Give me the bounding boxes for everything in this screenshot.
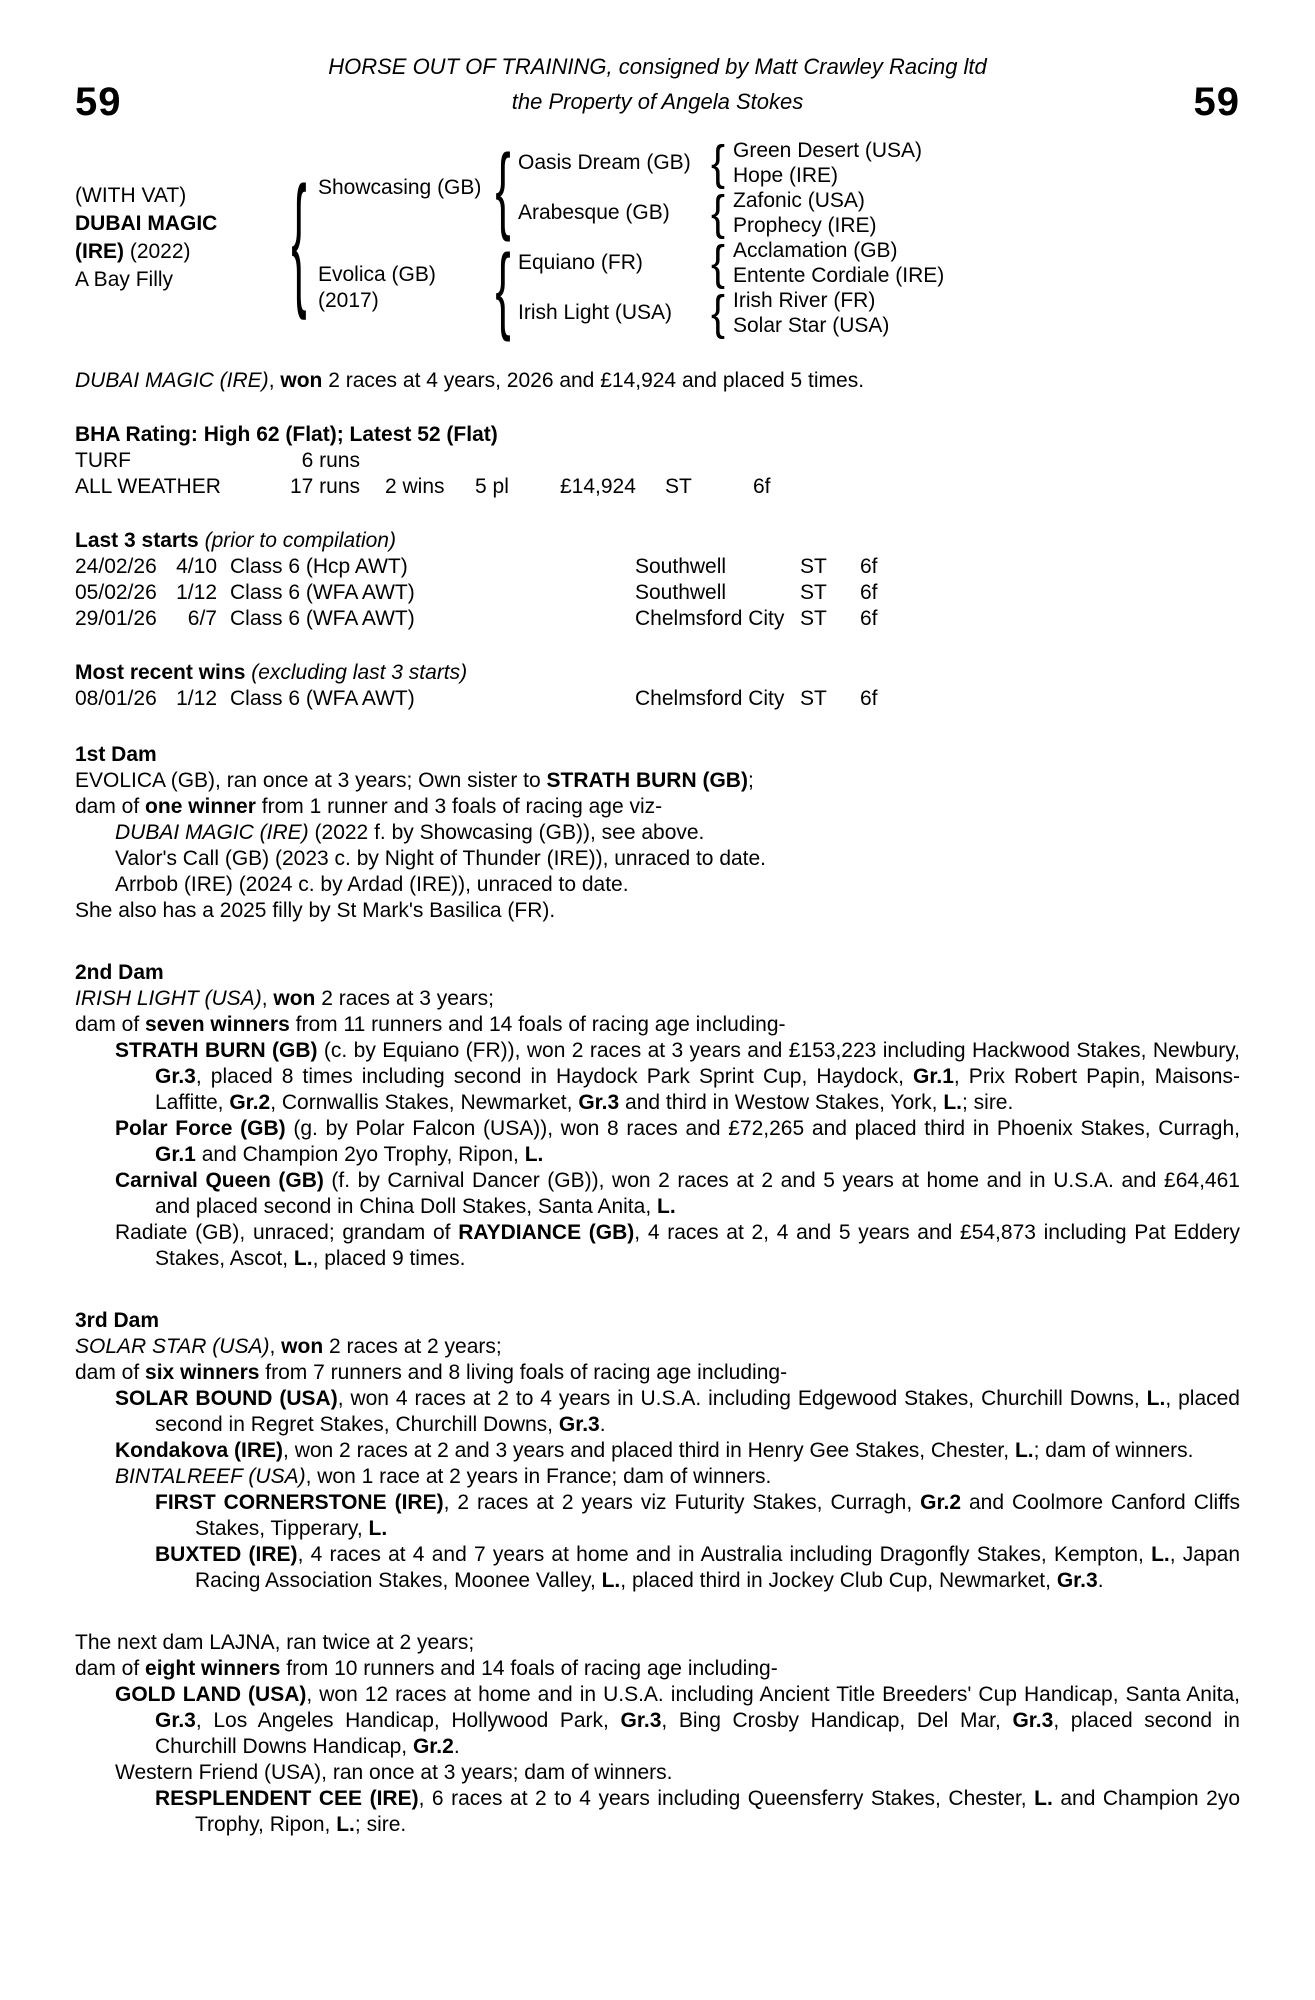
surface-record-row	[75, 474, 1240, 500]
sire-name: Showcasing (GB)	[318, 176, 482, 199]
start-row	[75, 554, 1240, 580]
first-dam-section	[75, 742, 1240, 924]
start-row	[75, 606, 1240, 632]
course-name: Chelmsford City	[635, 607, 785, 630]
second-dam-section	[75, 960, 1240, 1272]
course-name: Chelmsford City	[635, 687, 785, 710]
consignor-line: HORSE OUT OF TRAINING, consigned by Matt Crawley Racing ltd	[328, 54, 987, 79]
grandsire-name: Oasis Dream (GB)	[518, 151, 691, 174]
offspring-paragraph: BINTALREEF (USA), won 1 race at 2 years in France; dam of winners.	[115, 1465, 772, 1488]
wins-value: 2 wins	[385, 475, 445, 498]
offspring-paragraph: DUBAI MAGIC (IRE) (2022 f. by Showcasing (GB)), see above.	[115, 821, 705, 844]
great-grandparent-name: Prophecy (IRE)	[733, 213, 877, 237]
dam-name: Evolica (GB)	[318, 263, 436, 286]
dam-year: (2017)	[318, 289, 379, 312]
vat-note: (WITH VAT)	[75, 184, 187, 207]
start-date: 29/01/26	[75, 607, 157, 630]
great-grandparent-name: Hope (IRE)	[733, 163, 839, 187]
offspring-paragraph: GOLD LAND (USA), won 12 races at home and in U.S.A. including Ancient Title Breeders' Cup Handicap, Santa Anita, Gr.3, Los Angeles Handicap, Hollywood Park, Gr.3, Bing Crosby Handicap, Del Mar, Gr.3, placed second in Churchill Downs Handicap, Gr.2.	[115, 1683, 1241, 1758]
great-grandparent-name: Zafonic (USA)	[733, 188, 865, 212]
offspring-paragraph: Arrbob (IRE) (2024 c. by Ardad (IRE)), unraced to date.	[115, 873, 629, 896]
distance-value	[753, 448, 1240, 474]
subject-description: A Bay Filly	[75, 268, 174, 291]
earnings-value: £14,924	[560, 475, 636, 498]
offspring-paragraph: Kondakova (IRE), won 2 races at 2 and 3 years and placed third in Henry Gee Stakes, Chester, L.; dam of winners.	[115, 1439, 1194, 1462]
next-dam-section	[75, 1630, 1240, 1838]
lot-number-left: 59	[75, 80, 122, 124]
offspring-paragraph: Polar Force (GB) (g. by Polar Falcon (USA)), won 8 races and £72,265 and placed third in Phoenix Stakes, Curragh, Gr.1 and Champion 2yo Trophy, Ripon, L.	[115, 1117, 1240, 1166]
granddam-name: Arabesque (GB)	[518, 201, 670, 224]
dam-section-heading: 3rd Dam	[75, 1309, 160, 1332]
last-starts-subtitle: (prior to compilation)	[204, 529, 396, 552]
distance-value: 6f	[860, 687, 878, 710]
bha-rating-line: BHA Rating: High 62 (Flat); Latest 52 (Flat)	[75, 423, 498, 446]
distance-value: 6f	[753, 475, 771, 498]
dam-paragraph: SOLAR STAR (USA), won 2 races at 2 years;	[75, 1335, 502, 1358]
dam-paragraph: IRISH LIGHT (USA), won 2 races at 3 years;	[75, 987, 494, 1010]
pedigree-brace-icon	[703, 238, 733, 288]
race-class: Class 6 (Hcp AWT)	[230, 555, 408, 578]
offspring-paragraph: SOLAR BOUND (USA), won 4 races at 2 to 4 years in U.S.A. including Edgewood Stakes, Churchill Downs, L., placed second in Regret Stakes, Churchill Downs, Gr.3.	[115, 1387, 1240, 1436]
course-name: Southwell	[635, 555, 727, 578]
finish-position: 1/12	[176, 581, 217, 604]
property-line: the Property of Angela Stokes	[511, 89, 804, 114]
recent-wins-heading	[75, 660, 1240, 686]
last-starts-heading	[75, 528, 1240, 554]
distance-value: 6f	[860, 581, 878, 604]
offspring-paragraph: STRATH BURN (GB) (c. by Equiano (FR)), won 2 races at 3 years and £153,223 including Hackwood Stakes, Newbury, Gr.3, placed 8 times including second in Haydock Park Sprint Cup, Haydock, Gr.1, Prix Robert Papin, Maisons-Laffitte, Gr.2, Cornwallis Stakes, Newmarket, Gr.3 and third in Westow Stakes, York, L.; sire.	[115, 1039, 1240, 1114]
great-grandparent-name: Irish River (FR)	[733, 288, 876, 312]
pedigree-brace-icon	[703, 138, 733, 188]
race-summary: DUBAI MAGIC (IRE), won 2 races at 4 years, 2026 and £14,924 and placed 5 times.	[75, 369, 865, 392]
pedigree-brace-icon	[280, 138, 318, 338]
going-value: ST	[800, 555, 827, 578]
places-value	[475, 448, 560, 474]
pedigree-table	[75, 138, 1240, 338]
start-row	[75, 580, 1240, 606]
dam-paragraph: dam of six winners from 7 runners and 8 living foals of racing age including-	[75, 1361, 788, 1384]
recent-wins-title: Most recent wins	[75, 661, 246, 684]
earnings-value	[560, 448, 665, 474]
start-date: 08/01/26	[75, 687, 157, 710]
offspring-paragraph: Carnival Queen (GB) (f. by Carnival Dancer (GB)), won 2 races at 2 and 5 years at home and in U.S.A. and £64,461 and placed second in China Doll Stakes, Santa Anita, L.	[115, 1169, 1240, 1218]
dam-block	[318, 238, 488, 338]
pedigree-brace-icon	[488, 238, 518, 338]
lot-header	[75, 82, 1240, 122]
course-name: Southwell	[635, 581, 727, 604]
surface-record-row	[75, 448, 1240, 474]
race-class: Class 6 (WFA AWT)	[230, 607, 415, 630]
surface-label: ALL WEATHER	[75, 475, 221, 498]
going-value: ST	[665, 475, 692, 498]
great-grandparent-name: Entente Cordiale (IRE)	[733, 263, 945, 287]
runs-value: 17 runs	[289, 475, 360, 498]
wins-value	[360, 448, 475, 474]
dam-section-heading: 1st Dam	[75, 743, 157, 766]
third-dam-section	[75, 1308, 1240, 1594]
offspring-paragraph: Radiate (GB), unraced; grandam of RAYDIANCE (GB), 4 races at 2, 4 and 5 years and £54,873 including Pat Eddery Stakes, Ascot, L., placed 9 times.	[115, 1221, 1240, 1270]
race-class: Class 6 (WFA AWT)	[230, 687, 415, 710]
pedigree-brace-icon	[703, 288, 733, 338]
finish-position: 1/12	[176, 687, 217, 710]
going-value	[665, 448, 753, 474]
offspring-paragraph: BUXTED (IRE), 4 races at 4 and 7 years at home and in Australia including Dragonfly Stakes, Kempton, L., Japan Racing Association Stakes, Moonee Valley, L., placed third in Jockey Club Cup, Newmarket, Gr.3.	[155, 1543, 1241, 1592]
lot-number-right: 59	[1193, 80, 1240, 124]
great-grandparent-name: Solar Star (USA)	[733, 313, 890, 337]
dam-paragraph: EVOLICA (GB), ran once at 3 years; Own sister to STRATH BURN (GB);	[75, 769, 754, 792]
distance-value: 6f	[860, 607, 878, 630]
dam-paragraph: She also has a 2025 filly by St Mark's Basilica (FR).	[75, 899, 556, 922]
finish-position: 6/7	[187, 607, 217, 630]
start-date: 05/02/26	[75, 581, 157, 604]
distance-value: 6f	[860, 555, 878, 578]
going-value: ST	[800, 607, 827, 630]
going-value: ST	[800, 687, 827, 710]
offspring-paragraph: RESPLENDENT CEE (IRE), 6 races at 2 to 4 years including Queensferry Stakes, Chester, L. and Champion 2yo Trophy, Ripon, L.; sire.	[155, 1787, 1240, 1836]
offspring-paragraph: Valor's Call (GB) (2023 c. by Night of Thunder (IRE)), unraced to date.	[115, 847, 767, 870]
going-value: ST	[800, 581, 827, 604]
offspring-paragraph: Western Friend (USA), ran once at 3 years; dam of winners.	[115, 1761, 673, 1784]
granddam-name: Irish Light (USA)	[518, 301, 673, 324]
dam-paragraph: dam of one winner from 1 runner and 3 foals of racing age viz-	[75, 795, 663, 818]
start-date: 24/02/26	[75, 555, 157, 578]
pedigree-brace-icon	[703, 188, 733, 238]
dam-section-heading: 2nd Dam	[75, 961, 164, 984]
great-grandparent-name: Green Desert (USA)	[733, 138, 923, 162]
dam-paragraph: dam of seven winners from 11 runners and 14 foals of racing age including-	[75, 1013, 786, 1036]
subject-name: DUBAI MAGIC	[75, 212, 218, 235]
win-row	[75, 686, 1240, 712]
race-class: Class 6 (WFA AWT)	[230, 581, 415, 604]
finish-position: 4/10	[176, 555, 217, 578]
runs-value: 6 runs	[301, 449, 360, 472]
pedigree-brace-icon	[488, 138, 518, 238]
dam-paragraph: The next dam LAJNA, ran twice at 2 years;	[75, 1631, 475, 1654]
surface-label: TURF	[75, 449, 131, 472]
dam-paragraph: dam of eight winners from 10 runners and 14 foals of racing age including-	[75, 1657, 778, 1680]
great-grandparent-name: Acclamation (GB)	[733, 238, 898, 262]
places-value: 5 pl	[475, 475, 509, 498]
grandsire-name: Equiano (FR)	[518, 251, 643, 274]
offspring-paragraph: FIRST CORNERSTONE (IRE), 2 races at 2 years viz Futurity Stakes, Curragh, Gr.2 and Coolmore Canford Cliffs Stakes, Tipperary, L.	[155, 1491, 1240, 1540]
recent-wins-subtitle: (excluding last 3 starts)	[251, 661, 468, 684]
last-starts-title: Last 3 starts	[75, 529, 199, 552]
subject-origin-year: (IRE) (2022)	[75, 240, 191, 263]
subject-block	[75, 182, 280, 294]
